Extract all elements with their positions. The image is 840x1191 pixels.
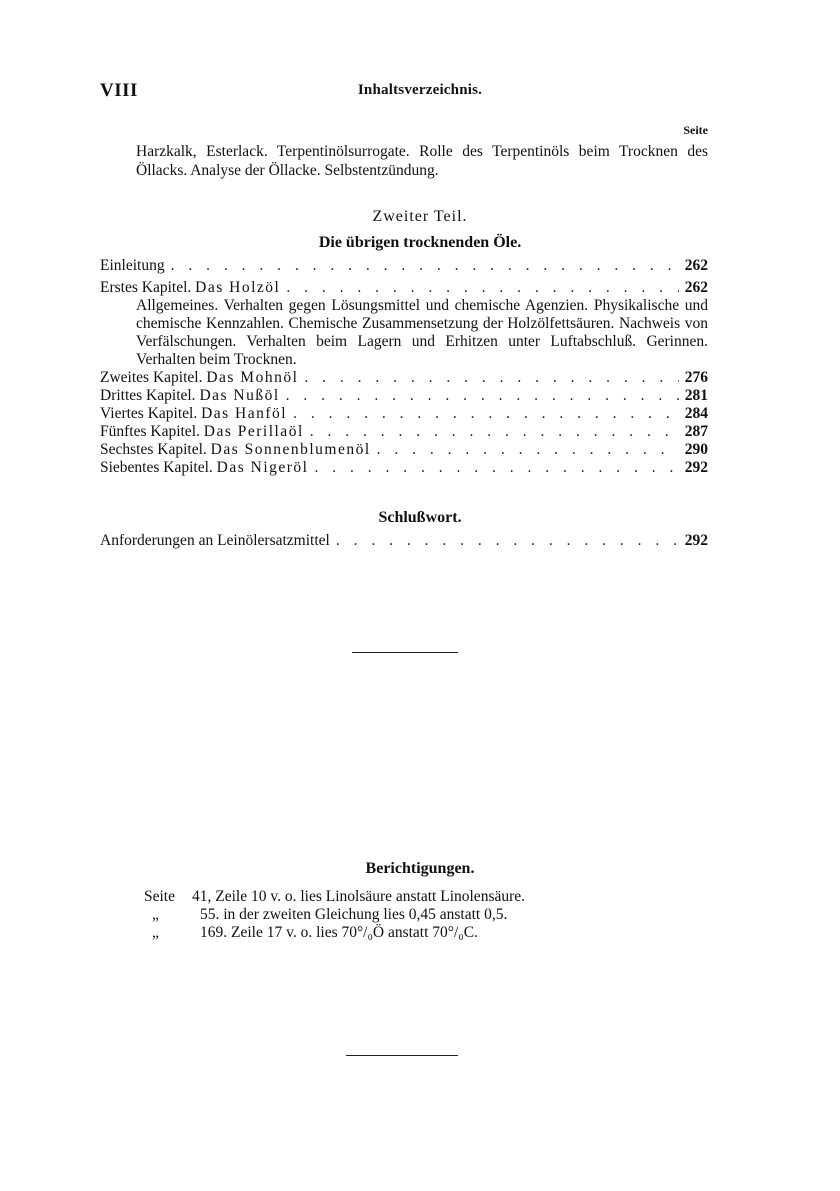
- errata-text: 169. Zeile 17 v. o. lies 70°/₀Ö anstatt 70°/₀C.: [200, 924, 478, 941]
- toc-title: Das Nußöl: [199, 387, 280, 404]
- toc-title: Das Hanföl: [201, 405, 288, 422]
- errata-prefix: „: [152, 906, 159, 923]
- errata-text: 41, Zeile 10 v. o. lies Linolsäure anstatt Linolensäure.: [192, 888, 526, 905]
- toc-title: Das Perillaöl: [203, 423, 304, 440]
- toc-page: 292: [684, 459, 708, 476]
- toc-page: 262: [684, 279, 708, 296]
- schluss-heading: Schlußwort.: [378, 509, 462, 526]
- errata-text: 55. in der zweiten Gleichung lies 0,45 anstatt 0,5.: [200, 906, 508, 923]
- divider-rule: [346, 1055, 458, 1056]
- schluss-list: [100, 532, 708, 550]
- chapter-description: Allgemeines. Verhalten gegen Lösungsmittel und chemische Agenzien. Physikalische und chemische Kennzahlen. Chemische Zusammensetzung der Holzölfettsäuren. Nachweis von Verfälschungen. Verhalten beim Lagern und Erhitzen unter Luftabschluß. Gerinnen. Verhalten beim Trocknen.: [136, 297, 708, 368]
- toc-page: 287: [684, 423, 708, 440]
- toc-entry-siebentes: [100, 459, 708, 477]
- dot-leader: [304, 369, 678, 387]
- errata-row: [144, 924, 525, 942]
- running-title: Inhaltsverzeichnis.: [357, 82, 483, 98]
- dot-leader: [293, 405, 679, 423]
- page-number: VIII: [100, 80, 138, 101]
- toc-entry-einleitung: [100, 257, 708, 275]
- toc-entry-sechstes: [100, 441, 708, 459]
- toc-list: [100, 257, 708, 477]
- toc-label: Siebentes Kapitel.: [100, 459, 213, 476]
- toc-entry-zweites: [100, 369, 708, 387]
- dot-leader: [336, 532, 679, 550]
- toc-label: Fünftes Kapitel.: [100, 423, 200, 440]
- toc-entry-anforderungen: [100, 532, 708, 550]
- toc-label: Erstes Kapitel.: [100, 279, 192, 296]
- toc-label: Viertes Kapitel.: [100, 405, 198, 422]
- dot-leader: [171, 257, 679, 275]
- toc-entry-erstes: [100, 279, 708, 297]
- dot-leader: [310, 423, 679, 441]
- toc-label: Anforderungen an Leinölersatzmittel: [100, 532, 330, 549]
- toc-label: Zweites Kapitel.: [100, 369, 203, 386]
- divider-rule: [352, 652, 458, 653]
- toc-label: Einleitung: [100, 257, 165, 274]
- toc-page: 262: [684, 257, 708, 274]
- toc-entry-fuenftes: [100, 423, 708, 441]
- dot-leader: [314, 459, 678, 477]
- toc-page: 284: [684, 405, 708, 422]
- toc-entry-drittes: [100, 387, 708, 405]
- section-heading: Die übrigen trocknenden Öle.: [318, 234, 522, 251]
- dot-leader: [377, 441, 679, 459]
- toc-title: Das Mohnöl: [206, 369, 299, 386]
- part-title: Zweiter Teil.: [372, 208, 468, 225]
- errata-row: [144, 906, 525, 924]
- errata-prefix: „: [152, 924, 159, 941]
- errata-row: [144, 888, 525, 906]
- toc-page: 292: [684, 532, 708, 549]
- errata-heading: Berichtigungen.: [365, 860, 475, 877]
- seite-label: Seite: [683, 123, 708, 137]
- dot-leader: [286, 279, 678, 297]
- dot-leader: [286, 387, 679, 405]
- toc-title: Das Nigeröl: [216, 459, 309, 476]
- errata-prefix: Seite: [144, 888, 175, 905]
- toc-title: Das Holzöl: [195, 279, 281, 296]
- errata-list: [144, 888, 525, 942]
- toc-entry-viertes: [100, 405, 708, 423]
- toc-page: 290: [684, 441, 708, 458]
- toc-title: Das Sonnenblumenöl: [210, 441, 371, 458]
- toc-label: Drittes Kapitel.: [100, 387, 196, 404]
- continuation-text: Harzkalk, Esterlack. Terpentinölsurrogate. Rolle des Terpentinöls beim Trocknen des Öllacks. Analyse der Öllacke. Selbstentzündung.: [136, 143, 708, 179]
- toc-page: 276: [684, 369, 708, 386]
- toc-page: 281: [684, 387, 708, 404]
- toc-label: Sechstes Kapitel.: [100, 441, 207, 458]
